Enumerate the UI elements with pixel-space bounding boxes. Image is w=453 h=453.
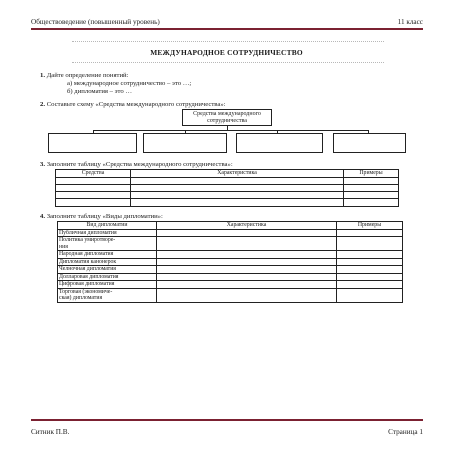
table-row [56, 178, 399, 185]
header-subject: Обществоведение (повышенный уровень) [31, 18, 160, 26]
diplomacy-type: Долларовая дипломатия [58, 273, 157, 281]
table-row [58, 281, 403, 289]
table-cell[interactable] [56, 192, 131, 199]
table-cell[interactable] [56, 199, 131, 207]
table-cell[interactable] [157, 229, 337, 237]
question-1-text: Дайте определение понятий: [46, 72, 129, 79]
table-cell[interactable] [157, 251, 337, 259]
table-cell[interactable] [131, 192, 344, 199]
question-2-text: Составьте схему «Средства международного сотрудничества»: [46, 101, 226, 108]
diplomacy-table-header [58, 222, 403, 230]
question-2-number: 2. [40, 101, 46, 108]
question-3-number: 3. [40, 161, 46, 168]
table-cell[interactable] [344, 199, 399, 207]
table-cell[interactable] [131, 178, 344, 185]
diplomacy-type: Дипломатия канонерок [58, 258, 157, 266]
diplomacy-type: Торговая (экономиче- ская) дипломатия [58, 288, 157, 302]
table-cell[interactable] [337, 281, 403, 289]
table-row [58, 251, 403, 259]
table-cell[interactable] [131, 185, 344, 192]
diplomacy-type: Цифровая дипломатия [58, 281, 157, 289]
title-rule-bottom [72, 62, 384, 63]
question-1 [40, 72, 129, 80]
table-cell[interactable] [337, 229, 403, 237]
question-4-text: Заполните таблицу «Виды дипломатии»: [46, 213, 163, 220]
scheme-root-line-2: сотрудничества [207, 117, 247, 124]
question-4-number: 4. [40, 213, 46, 220]
means-col-characteristic: Характеристика [131, 170, 344, 178]
question-1-number: 1. [40, 72, 46, 79]
diplomacy-table [57, 221, 403, 303]
diplomacy-type: Челночная дипломатия [58, 266, 157, 274]
table-cell[interactable] [131, 199, 344, 207]
table-cell[interactable] [337, 237, 403, 251]
question-3 [40, 161, 233, 169]
diplomacy-type: Народная дипломатия [58, 251, 157, 259]
question-1-item-b: б) дипломатия – это … [67, 88, 133, 95]
table-cell[interactable] [56, 185, 131, 192]
means-table-header [56, 170, 399, 178]
diplomacy-col-type: Вид дипломатии [58, 222, 157, 230]
table-row [58, 258, 403, 266]
table-row [58, 288, 403, 302]
diplomacy-col-characteristic: Характеристика [157, 222, 337, 230]
scheme-child-box-3 [236, 133, 323, 153]
diplomacy-type: Публичная дипломатия [58, 229, 157, 237]
scheme-child-box-1 [48, 133, 137, 153]
diplomacy-col-examples: Примеры [337, 222, 403, 230]
header-grade: 11 класс [397, 18, 423, 26]
table-cell[interactable] [337, 288, 403, 302]
page-title: МЕЖДУНАРОДНОЕ СОТРУДНИЧЕСТВО [150, 48, 303, 57]
table-row [58, 229, 403, 237]
footer-author: Ситник П.В. [31, 428, 70, 436]
means-col-examples: Примеры [344, 170, 399, 178]
table-row [56, 192, 399, 199]
footer-rule [31, 419, 423, 421]
table-cell[interactable] [344, 192, 399, 199]
question-3-text: Заполните таблицу «Средства международного сотрудничества»: [46, 161, 233, 168]
footer-page-number: Страница 1 [388, 428, 423, 436]
table-row [58, 237, 403, 251]
means-table [55, 169, 399, 207]
table-cell[interactable] [337, 251, 403, 259]
scheme-child-box-4 [333, 133, 406, 153]
table-cell[interactable] [157, 281, 337, 289]
question-2 [40, 101, 226, 109]
table-cell[interactable] [157, 258, 337, 266]
diplomacy-type: Политика умиротворе- ния [58, 237, 157, 251]
scheme-child-box-2 [143, 133, 227, 153]
title-rule-top [72, 41, 384, 42]
table-cell[interactable] [337, 258, 403, 266]
table-cell[interactable] [337, 273, 403, 281]
scheme-connector [93, 130, 368, 131]
table-row [58, 266, 403, 274]
means-col-means: Средства [56, 170, 131, 178]
table-cell[interactable] [157, 273, 337, 281]
scheme-root-box [182, 109, 272, 126]
table-row [56, 185, 399, 192]
question-1-item-a: а) международное сотрудничество – это …; [67, 80, 192, 87]
table-cell[interactable] [337, 266, 403, 274]
table-cell[interactable] [157, 237, 337, 251]
table-cell[interactable] [344, 185, 399, 192]
table-cell[interactable] [56, 178, 131, 185]
table-row [56, 199, 399, 207]
table-cell[interactable] [157, 266, 337, 274]
table-cell[interactable] [157, 288, 337, 302]
scheme-root-line-1: Средства международного [193, 110, 261, 117]
header-rule [31, 28, 423, 30]
table-cell[interactable] [344, 178, 399, 185]
question-4 [40, 213, 163, 221]
table-row [58, 273, 403, 281]
